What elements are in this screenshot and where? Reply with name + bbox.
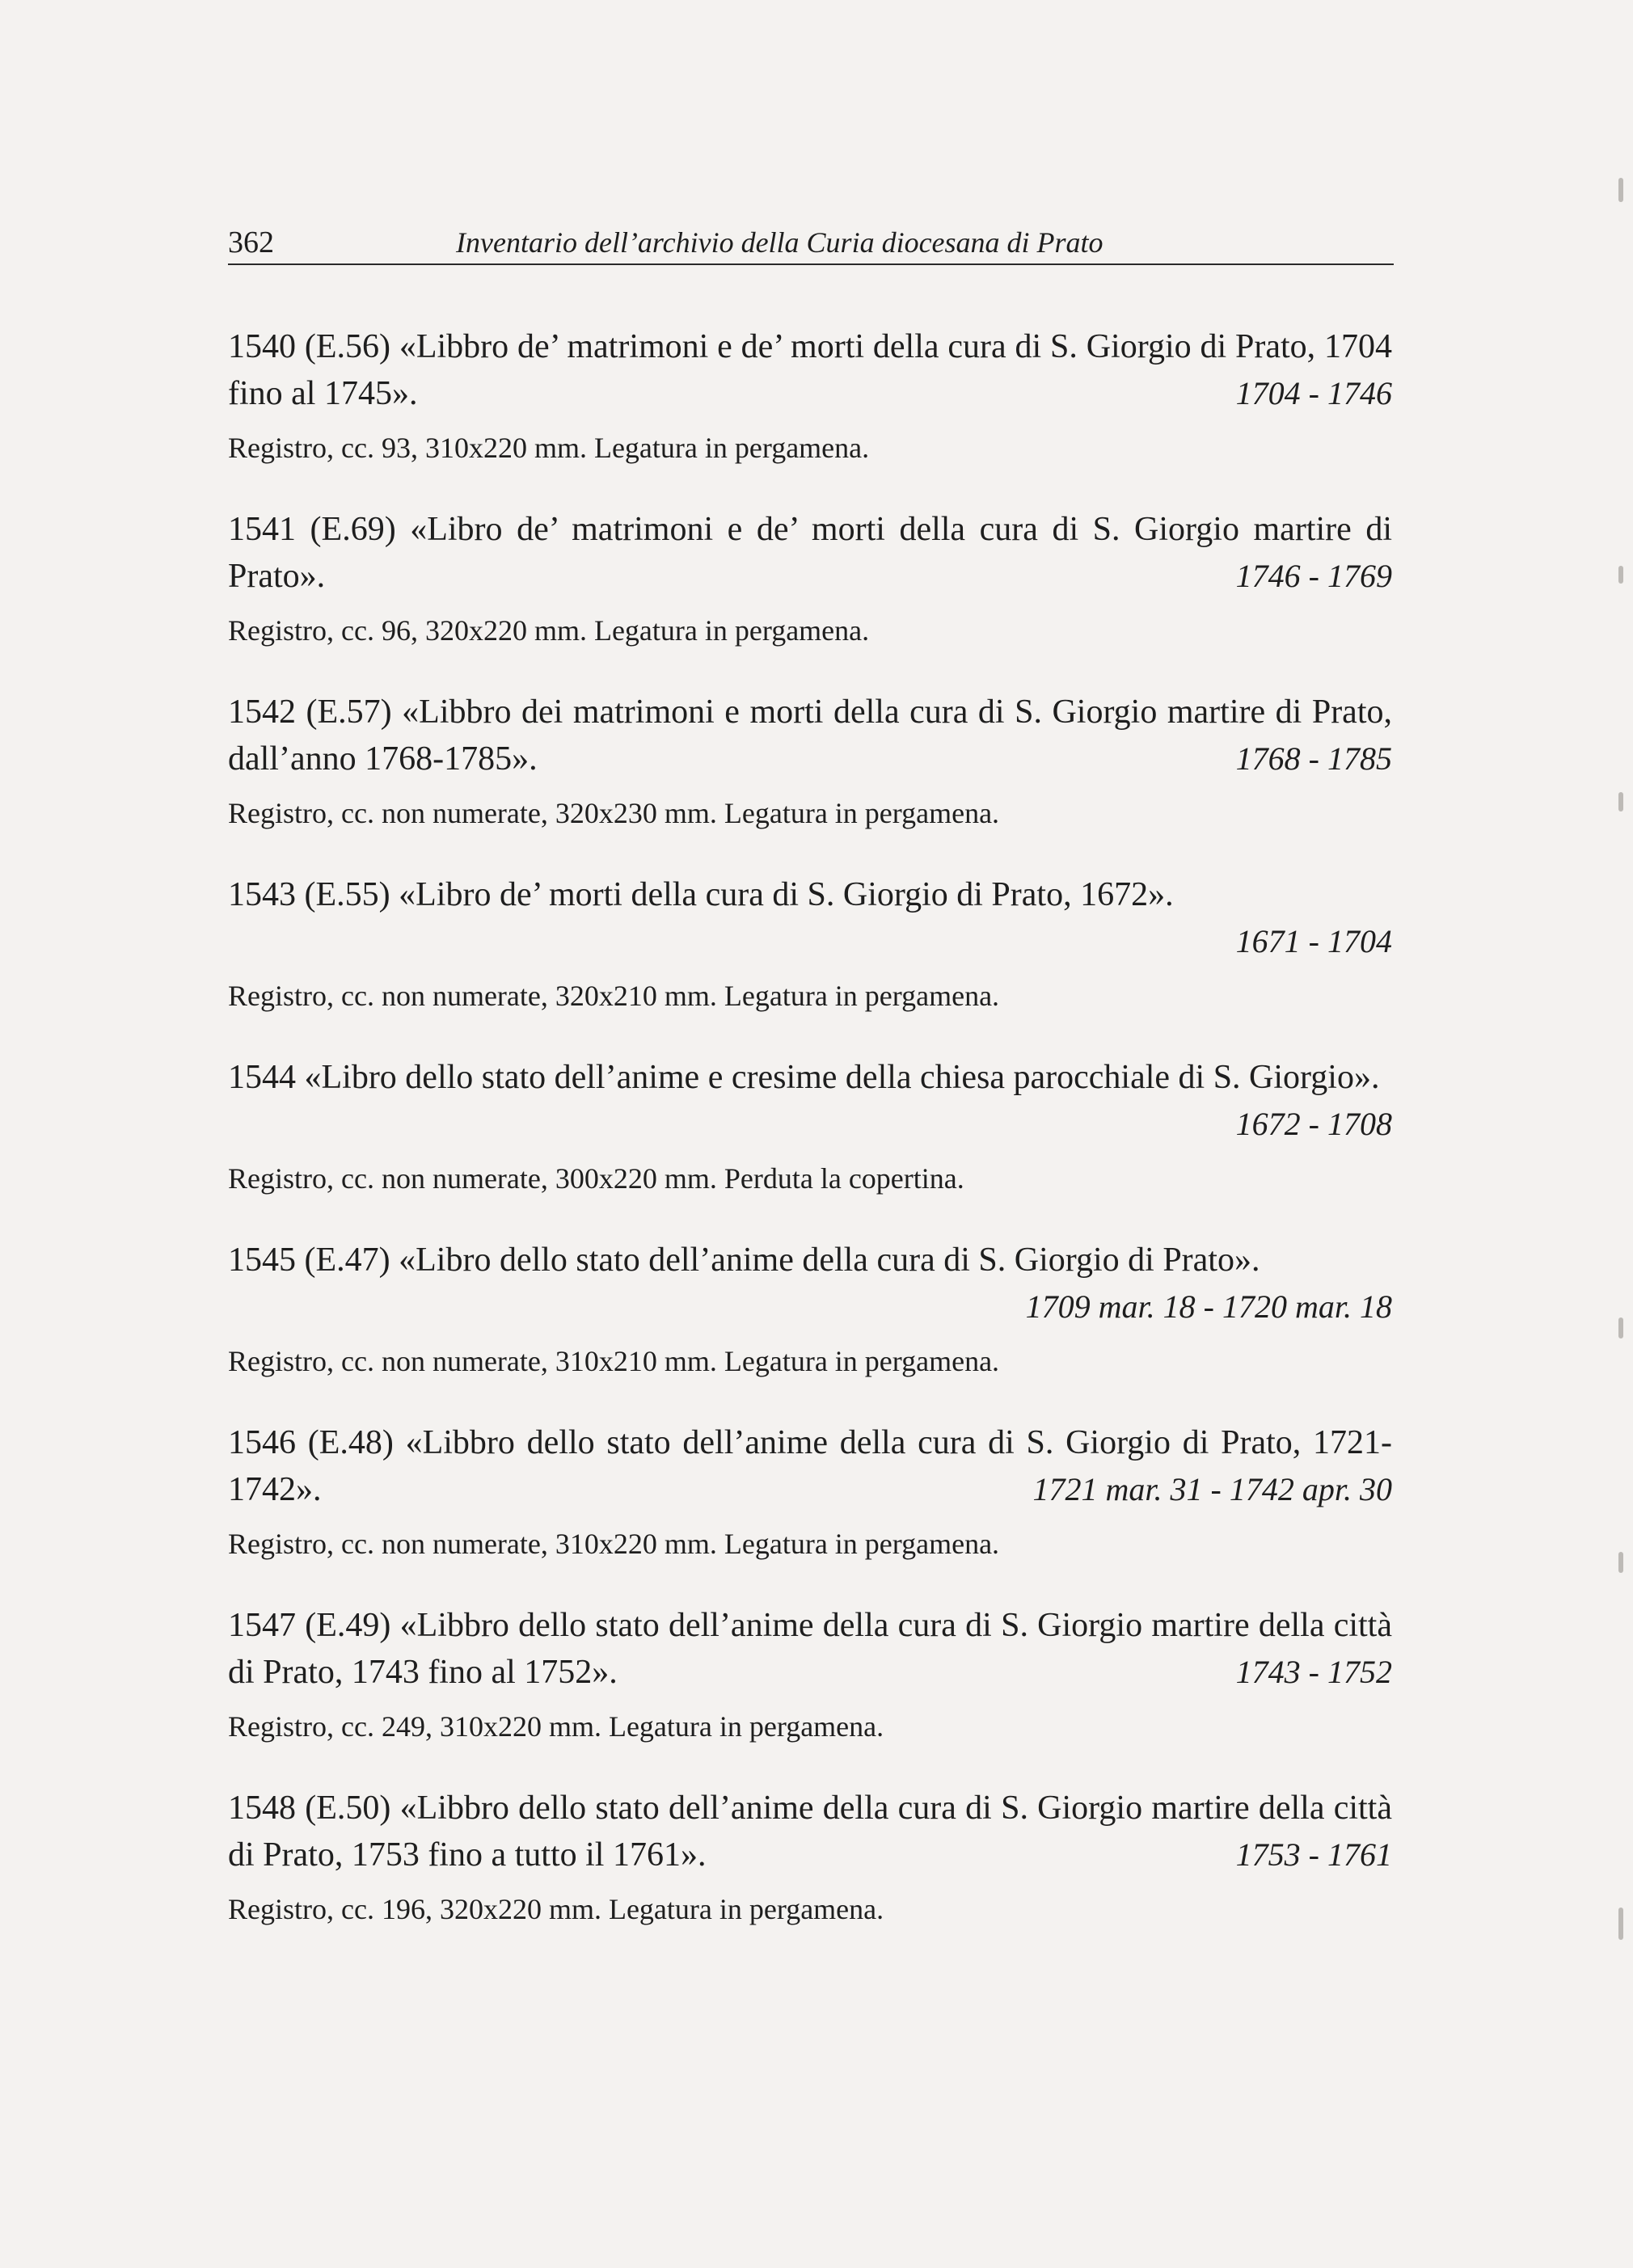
entry-description: Registro, cc. non numerate, 300x220 mm. Perduta la copertina. [228, 1162, 964, 1195]
entry-title-text: 1541 (E.69) «Libro de’ matrimoni e de’ morti della cura di S. Giorgio martire di Prato». [228, 511, 1392, 595]
entry-description: Registro, cc. non numerate, 310x220 mm. Legatura in pergamena. [228, 1528, 1000, 1560]
entry-date-range: 1746 - 1769 [1235, 558, 1392, 594]
entry-date-range: 1721 mar. 31 - 1742 apr. 30 [1032, 1471, 1392, 1507]
entry-title-text: 1548 (E.50) «Libbro dello stato dell’anime della cura di S. Giorgio martire della città di Prato, 1753 fino a tutto il 1761». [228, 1790, 1392, 1874]
inventory-entry-1541 [228, 506, 1392, 650]
page-header [228, 221, 1394, 265]
entry-description: Registro, cc. non numerate, 310x210 mm. Legatura in pergamena. [228, 1345, 1000, 1377]
entry-title-text: 1547 (E.49) «Libbro dello stato dell’anime della cura di S. Giorgio martire della città di Prato, 1743 fino al 1752». [228, 1607, 1392, 1691]
entry-description: Registro, cc. 96, 320x220 mm. Legatura in pergamena. [228, 614, 870, 647]
inventory-entry-1548 [228, 1785, 1392, 1929]
entry-description: Registro, cc. non numerate, 320x210 mm. Legatura in pergamena. [228, 980, 1000, 1012]
entry-date-range: 1704 - 1746 [1235, 375, 1392, 411]
entry-title [228, 1602, 1392, 1696]
inventory-entry-1547 [228, 1602, 1392, 1746]
page-edge-mark [1618, 1908, 1623, 1940]
entry-date-range: 1672 - 1708 [1235, 1106, 1392, 1142]
entry-title [228, 323, 1392, 417]
entry-title-text: 1542 (E.57) «Libbro dei matrimoni e morti della cura di S. Giorgio martire di Prato, dall’anno 1768-1785». [228, 693, 1392, 778]
entry-title [228, 689, 1392, 782]
entry-title-text: 1544 «Libro dello stato dell’anime e cresime della chiesa parocchiale di S. Giorgio». [228, 1059, 1380, 1096]
inventory-entry-1543 [228, 871, 1392, 1015]
page-number: 362 [228, 226, 274, 259]
inventory-entry-1544 [228, 1054, 1392, 1198]
entry-description: Registro, cc. non numerate, 320x230 mm. Legatura in pergamena. [228, 797, 1000, 829]
inventory-entry-1545 [228, 1237, 1392, 1381]
inventory-entries [228, 323, 1392, 1967]
entry-title-text: 1546 (E.48) «Libbro dello stato dell’anime della cura di S. Giorgio di Prato, 1721-1742». [228, 1424, 1392, 1508]
entry-title [228, 871, 1392, 965]
entry-title-text: 1540 (E.56) «Libbro de’ matrimoni e de’ morti della cura di S. Giorgio di Prato, 1704 fino al 1745». [228, 328, 1392, 412]
entry-description: Registro, cc. 93, 310x220 mm. Legatura in pergamena. [228, 432, 870, 464]
inventory-entry-1546 [228, 1419, 1392, 1563]
entry-title [228, 1419, 1392, 1513]
page-edge-mark [1618, 1552, 1623, 1573]
page-edge-mark [1618, 178, 1623, 202]
entry-description: Registro, cc. 249, 310x220 mm. Legatura in pergamena. [228, 1710, 884, 1743]
entry-title [228, 506, 1392, 600]
entry-date-range: 1768 - 1785 [1235, 740, 1392, 777]
entry-date-range: 1671 - 1704 [1235, 923, 1392, 959]
entry-title-text: 1545 (E.47) «Libro dello stato dell’anime della cura di S. Giorgio di Prato». [228, 1241, 1260, 1279]
entry-title [228, 1785, 1392, 1878]
entry-date-range: 1743 - 1752 [1235, 1654, 1392, 1690]
entry-title-text: 1543 (E.55) «Libro de’ morti della cura di S. Giorgio di Prato, 1672». [228, 876, 1174, 913]
entry-title [228, 1237, 1392, 1330]
inventory-entry-1540 [228, 323, 1392, 467]
page-edge-mark [1618, 1317, 1623, 1338]
entry-title [228, 1054, 1392, 1148]
entry-date-range: 1709 mar. 18 - 1720 mar. 18 [1025, 1288, 1392, 1325]
page-edge-mark [1618, 566, 1623, 584]
entry-date-range: 1753 - 1761 [1235, 1836, 1392, 1873]
inventory-entry-1542 [228, 689, 1392, 833]
entry-description: Registro, cc. 196, 320x220 mm. Legatura in pergamena. [228, 1893, 884, 1925]
running-title: Inventario dell’archivio della Curia diocesana di Prato [456, 226, 1103, 259]
page-edge-mark [1618, 792, 1623, 812]
